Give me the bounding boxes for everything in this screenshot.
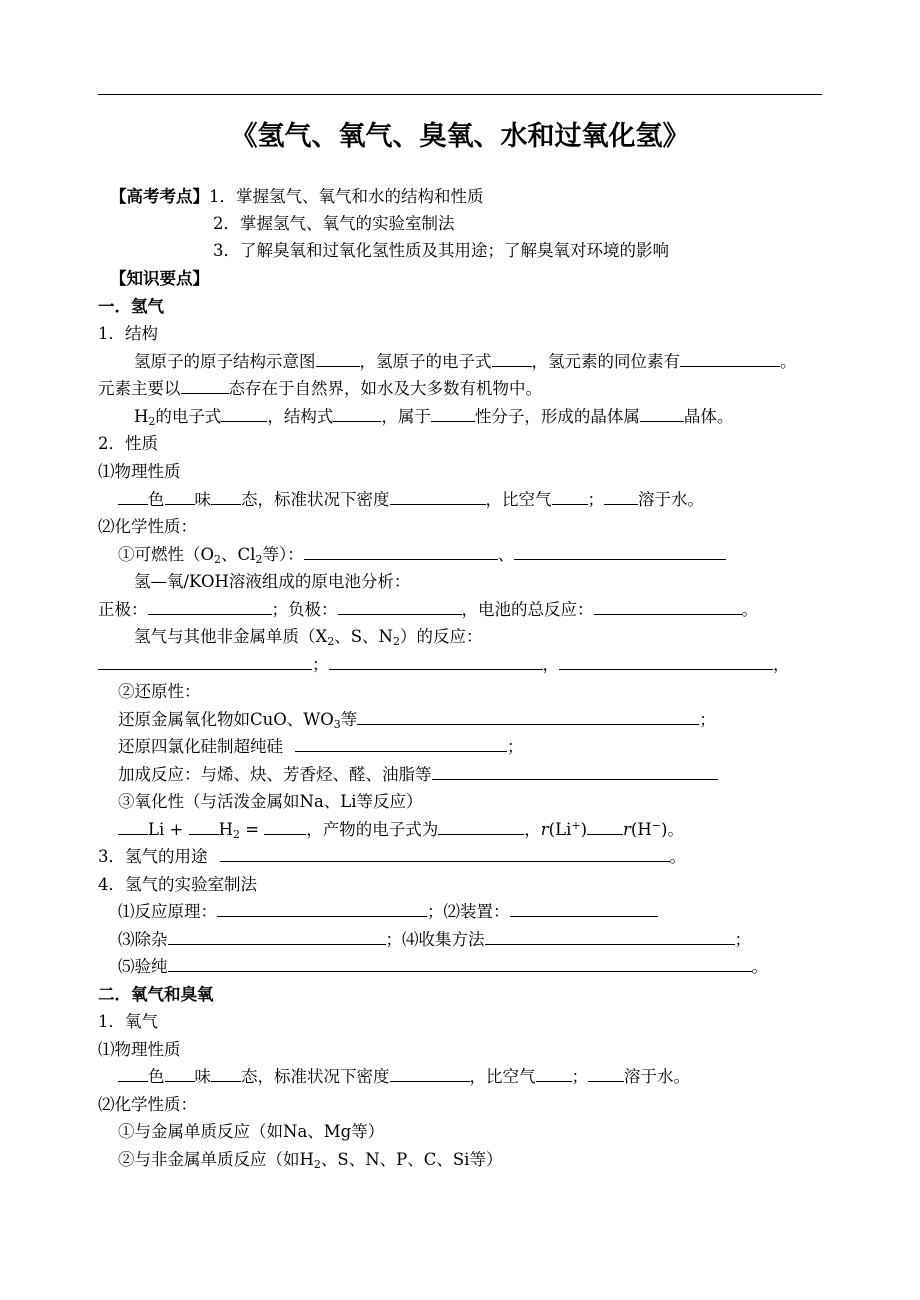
blank[interactable] <box>181 378 229 394</box>
text: 还原金属氧化物如CuO、WO <box>118 710 334 729</box>
text: H <box>218 820 233 839</box>
text: 性分子，形成的晶体属 <box>474 407 640 426</box>
text: ①可燃性（O <box>118 545 215 564</box>
uses-line <box>98 846 686 868</box>
subscript: 3 <box>333 718 341 731</box>
text: 、S、N <box>334 627 393 646</box>
reduce-oxide-line <box>118 709 716 731</box>
text: ，属于 <box>381 407 431 426</box>
text: 、Cl <box>221 545 256 564</box>
oxygen-heading: 1．氧气 <box>98 1012 158 1031</box>
exam-point-1: 1．掌握氢气、氧气和水的结构和性质 <box>209 187 484 206</box>
text: = <box>245 820 260 839</box>
blank[interactable] <box>588 1066 624 1082</box>
text: 氢原子的原子结构示意图 <box>134 352 316 371</box>
subscript: 2 <box>232 828 240 841</box>
section-1-heading: 一．氢气 <box>98 297 164 316</box>
text: ⑶除杂 <box>118 930 168 949</box>
blank[interactable] <box>333 406 381 422</box>
blank[interactable] <box>221 406 267 422</box>
blank[interactable] <box>604 489 638 505</box>
text: 晶体。 <box>683 407 734 426</box>
blank[interactable] <box>438 819 524 835</box>
page-title: 《氢气、氧气、臭氧、水和过氧化氢》 <box>230 121 690 152</box>
text: 、 <box>497 545 515 564</box>
oxygen-physical-line <box>118 1066 690 1088</box>
subscript: 2 <box>214 553 222 566</box>
blank[interactable] <box>390 1066 470 1082</box>
blank[interactable] <box>680 351 780 367</box>
text: 3．氢气的用途 <box>98 847 208 866</box>
exam-point-2: 2．掌握氢气、氧气的实验室制法 <box>213 214 455 233</box>
text: 色 <box>148 490 165 509</box>
text: 加成反应：与烯、炔、芳香烃、醛、油脂等 <box>118 765 432 784</box>
blank[interactable] <box>559 654 773 670</box>
oxygen-metal-line: ①与金属单质反应（如Na、Mg等） <box>118 1122 385 1141</box>
oxygen-chemical-heading: ⑵化学性质： <box>98 1095 197 1114</box>
blank[interactable] <box>98 654 312 670</box>
fuel-cell-line <box>98 599 758 621</box>
text: r <box>540 820 549 839</box>
text: ； <box>571 1067 588 1086</box>
h2-line <box>134 406 733 428</box>
blank[interactable] <box>357 709 699 725</box>
blank[interactable] <box>217 901 427 917</box>
subscript: 2 <box>327 635 335 648</box>
text: 态存在于自然界，如水及大多数有机物中。 <box>228 379 542 398</box>
text: (H <box>630 820 652 839</box>
text: 。 <box>751 957 768 976</box>
text: ，氢原子的电子式 <box>359 352 492 371</box>
superscript: − <box>651 819 661 832</box>
knowledge-label: 【知识要点】 <box>110 269 209 288</box>
blank[interactable] <box>168 929 386 945</box>
blank[interactable] <box>304 544 498 560</box>
text: )。 <box>660 820 684 839</box>
blank[interactable] <box>510 901 658 917</box>
text: ) <box>580 820 587 839</box>
subscript: 2 <box>313 1158 321 1171</box>
addition-line <box>118 764 718 786</box>
blank[interactable] <box>536 1066 572 1082</box>
lab-heading: 4．氢气的实验室制法 <box>98 875 257 894</box>
text: 。 <box>669 847 686 866</box>
text: ， <box>524 820 541 839</box>
text: ； <box>699 710 716 729</box>
text: ，比空气 <box>485 490 552 509</box>
text: ；⑷收集方法 <box>385 930 485 949</box>
blank[interactable] <box>220 846 670 862</box>
blank[interactable] <box>492 351 532 367</box>
nonmetal-blanks <box>98 654 790 676</box>
text: 等 <box>340 710 358 729</box>
blank[interactable] <box>316 351 360 367</box>
blank[interactable] <box>148 599 272 615</box>
blank[interactable] <box>431 406 475 422</box>
blank[interactable] <box>432 764 718 780</box>
text: 、S、N、P、C、Si等） <box>320 1150 503 1169</box>
text: 等）： <box>262 545 304 564</box>
top-rule <box>98 94 822 95</box>
structure-heading: 1．结构 <box>98 324 158 343</box>
fuel-cell-text: 氢—氧/KOH溶液组成的原电池分析： <box>134 572 411 591</box>
blank[interactable] <box>168 956 752 972</box>
text: ， <box>773 655 790 674</box>
blank[interactable] <box>264 819 306 835</box>
blank[interactable] <box>514 544 726 560</box>
text: 味 <box>194 490 211 509</box>
blank[interactable] <box>165 1066 195 1082</box>
text: ；⑵装置： <box>427 902 510 921</box>
text: Li + <box>148 820 184 839</box>
blank[interactable] <box>594 599 742 615</box>
lab-line-3 <box>118 956 768 978</box>
text: r <box>623 820 631 839</box>
blank[interactable] <box>118 489 148 505</box>
physical-line <box>118 489 704 511</box>
text: ，电池的总反应： <box>461 600 594 619</box>
text: ； <box>507 737 524 756</box>
text: 色 <box>148 1067 165 1086</box>
text: 元素主要以 <box>98 379 181 398</box>
reducing-heading: ②还原性： <box>118 682 201 701</box>
text: ，产物的电子式为 <box>306 820 439 839</box>
oxidizing-heading: ③氧化性（与活泼金属如Na、Li等反应） <box>118 792 423 811</box>
blank[interactable] <box>485 929 735 945</box>
blank[interactable] <box>118 819 148 835</box>
reduce-sicl4-line <box>118 736 524 758</box>
blank[interactable] <box>118 1066 148 1082</box>
blank[interactable] <box>211 1066 241 1082</box>
oxygen-nonmetal-line <box>118 1149 502 1171</box>
lab-line-1 <box>118 901 658 923</box>
text: ，结构式 <box>267 407 334 426</box>
text: 氢气与其他非金属单质（X <box>134 627 328 646</box>
text: 还原四氯化硅制超纯硅 <box>118 737 283 756</box>
text: ； <box>312 655 329 674</box>
text: 态，标准状况下密度 <box>241 1067 390 1086</box>
superscript: + <box>571 819 581 832</box>
text: 态，标准状况下密度 <box>241 490 390 509</box>
text: 溶于水。 <box>624 1067 690 1086</box>
structure-line-2 <box>98 378 542 400</box>
exam-points-row-1 <box>110 186 484 208</box>
structure-line-1 <box>134 351 797 373</box>
text: (Li <box>548 820 572 839</box>
text: 的电子式 <box>155 407 222 426</box>
text: 味 <box>194 1067 211 1086</box>
li-reaction-line <box>118 819 684 841</box>
physical-heading: ⑴物理性质 <box>98 462 181 481</box>
text: ②与非金属单质反应（如H <box>118 1150 314 1169</box>
exam-points-label: 【高考考点】 <box>110 187 209 206</box>
property-heading: 2．性质 <box>98 434 158 453</box>
text: 溶于水。 <box>638 490 704 509</box>
oxygen-physical-heading: ⑴物理性质 <box>98 1040 181 1059</box>
blank[interactable] <box>329 654 543 670</box>
nonmetal-line <box>134 626 483 648</box>
blank[interactable] <box>165 489 195 505</box>
text: ⑴反应原理： <box>118 902 217 921</box>
text: ， <box>542 655 559 674</box>
blank[interactable] <box>390 489 486 505</box>
blank[interactable] <box>552 489 588 505</box>
exam-point-3: 3．了解臭氧和过氧化氢性质及其用途；了解臭氧对环境的影响 <box>213 241 669 260</box>
text: ⑸验纯 <box>118 957 168 976</box>
blank[interactable] <box>587 819 623 835</box>
combustion-line <box>118 544 726 566</box>
subscript: 2 <box>148 415 156 428</box>
blank[interactable] <box>640 406 684 422</box>
text: ； <box>734 930 751 949</box>
text: ，氢元素的同位素有 <box>531 352 680 371</box>
blank[interactable] <box>338 599 462 615</box>
text: H <box>134 407 149 426</box>
blank[interactable] <box>211 489 241 505</box>
subscript: 2 <box>255 553 263 566</box>
text: ，比空气 <box>469 1067 536 1086</box>
text: 正极： <box>98 600 148 619</box>
text: ；负极： <box>271 600 338 619</box>
chemical-heading: ⑵化学性质： <box>98 517 197 536</box>
blank[interactable] <box>189 819 219 835</box>
text: ）的反应： <box>400 627 483 646</box>
section-2-heading: 二．氧气和臭氧 <box>98 985 214 1004</box>
lab-line-2 <box>118 929 751 951</box>
subscript: 2 <box>393 635 400 648</box>
text: 。 <box>741 600 758 619</box>
blank[interactable] <box>295 736 507 752</box>
text: ； <box>587 490 604 509</box>
text: 。 <box>780 352 797 371</box>
